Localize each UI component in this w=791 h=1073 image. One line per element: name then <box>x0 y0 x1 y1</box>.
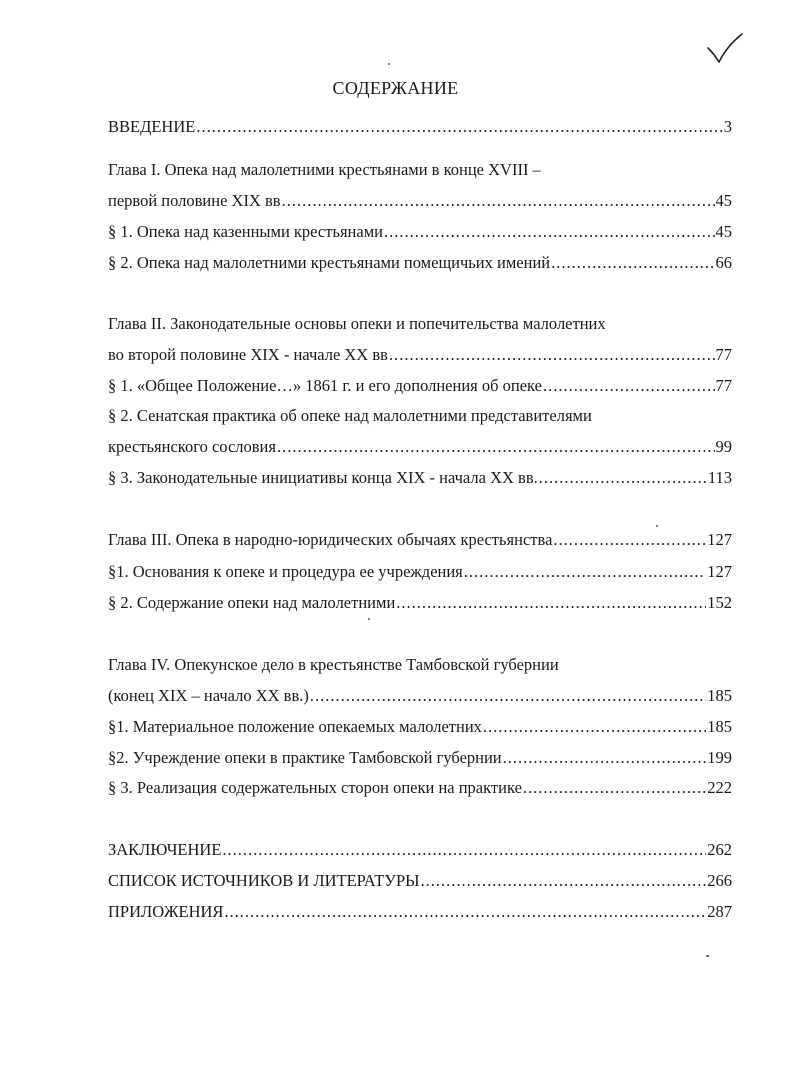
page-number: 77 <box>715 345 732 364</box>
page-number: 199 <box>707 748 732 767</box>
toc-chapter-2-heading: Глава II. Законодательные основы опеки и попечительства малолетних <box>108 314 606 333</box>
toc-entry-appendices: ПРИЛОЖЕНИЯ ..... 287 <box>108 901 732 923</box>
toc-chapter-4-section-1: §1. Материальное положение опекаемых малолетних ..... 185 <box>108 716 732 738</box>
toc-chapter-1-section-1: § 1. Опека над казенными крестьянами ..... 45 <box>108 221 732 243</box>
page-number: 222 <box>707 778 732 797</box>
toc-chapter-1-heading: Глава I. Опека над малолетними крестьянами в конце XVIII – <box>108 160 541 179</box>
page-number: 127 <box>707 562 732 581</box>
toc-chapter-3-section-2: § 2. Содержание опеки над малолетними ..... 152 <box>108 592 732 614</box>
toc-chapter-2: во второй половине XIX - начале XX вв ..... 77 <box>108 344 732 366</box>
scan-speck <box>368 618 370 620</box>
page-number: 45 <box>715 191 732 210</box>
page-number: 266 <box>707 871 732 890</box>
toc-entry-bibliography: СПИСОК ИСТОЧНИКОВ И ЛИТЕРАТУРЫ ..... 266 <box>108 870 732 892</box>
handwritten-checkmark-icon <box>700 30 744 70</box>
page-number: 262 <box>707 840 732 859</box>
toc-chapter-4-section-3: § 3. Реализация содержательных сторон опеки на практике ..... 222 <box>108 777 732 799</box>
toc-chapter-4-heading: Глава IV. Опекунское дело в крестьянстве Тамбовской губернии <box>108 655 559 674</box>
toc-chapter-3: Глава III. Опека в народно-юридических обычаях крестьянства ..... 127 <box>108 529 732 551</box>
page-number: 3 <box>723 117 732 136</box>
toc-chapter-2-section-3: § 3. Законодательные инициативы конца XIX - начала XX вв. ..... 113 <box>108 467 732 489</box>
toc-chapter-2-section-2: крестьянского сословия ..... 99 <box>108 436 732 458</box>
page-number: 185 <box>707 717 732 736</box>
page-title: СОДЕРЖАНИЕ <box>332 78 459 98</box>
toc-chapter-4-section-2: §2. Учреждение опеки в практике Тамбовской губернии ..... 199 <box>108 747 732 769</box>
toc-chapter-2-section-1: § 1. «Общее Положение…» 1861 г. и его дополнения об опеке ..... 77 <box>108 375 732 397</box>
page-number: 77 <box>715 376 732 395</box>
page-number: 45 <box>715 222 732 241</box>
toc-chapter-1-section-2: § 2. Опека над малолетними крестьянами помещичьих имений ..... 66 <box>108 252 732 274</box>
page-number: 113 <box>707 468 732 487</box>
toc-chapter-1: первой половине XIX вв ..... 45 <box>108 190 732 212</box>
toc-chapter-4: (конец XIX – начало XX вв.) ..... 185 <box>108 685 732 707</box>
page-number: 99 <box>715 437 732 456</box>
toc-entry-introduction: ВВЕДЕНИЕ ..... 3 <box>108 116 732 138</box>
page-number: 127 <box>707 530 732 549</box>
toc-chapter-2-section-2-heading: § 2. Сенатская практика об опеке над малолетними представителями <box>108 406 592 425</box>
scan-speck <box>388 63 390 65</box>
scan-speck <box>706 955 709 957</box>
page-number: 66 <box>715 253 732 272</box>
page-number: 152 <box>707 593 732 612</box>
toc-entry-conclusion: ЗАКЛЮЧЕНИЕ ..... 262 <box>108 839 732 861</box>
page-number: 185 <box>707 686 732 705</box>
scan-speck <box>656 525 658 527</box>
toc-chapter-3-section-1: §1. Основания к опеке и процедура ее учреждения ..... 127 <box>108 561 732 583</box>
page-number: 287 <box>707 902 732 921</box>
